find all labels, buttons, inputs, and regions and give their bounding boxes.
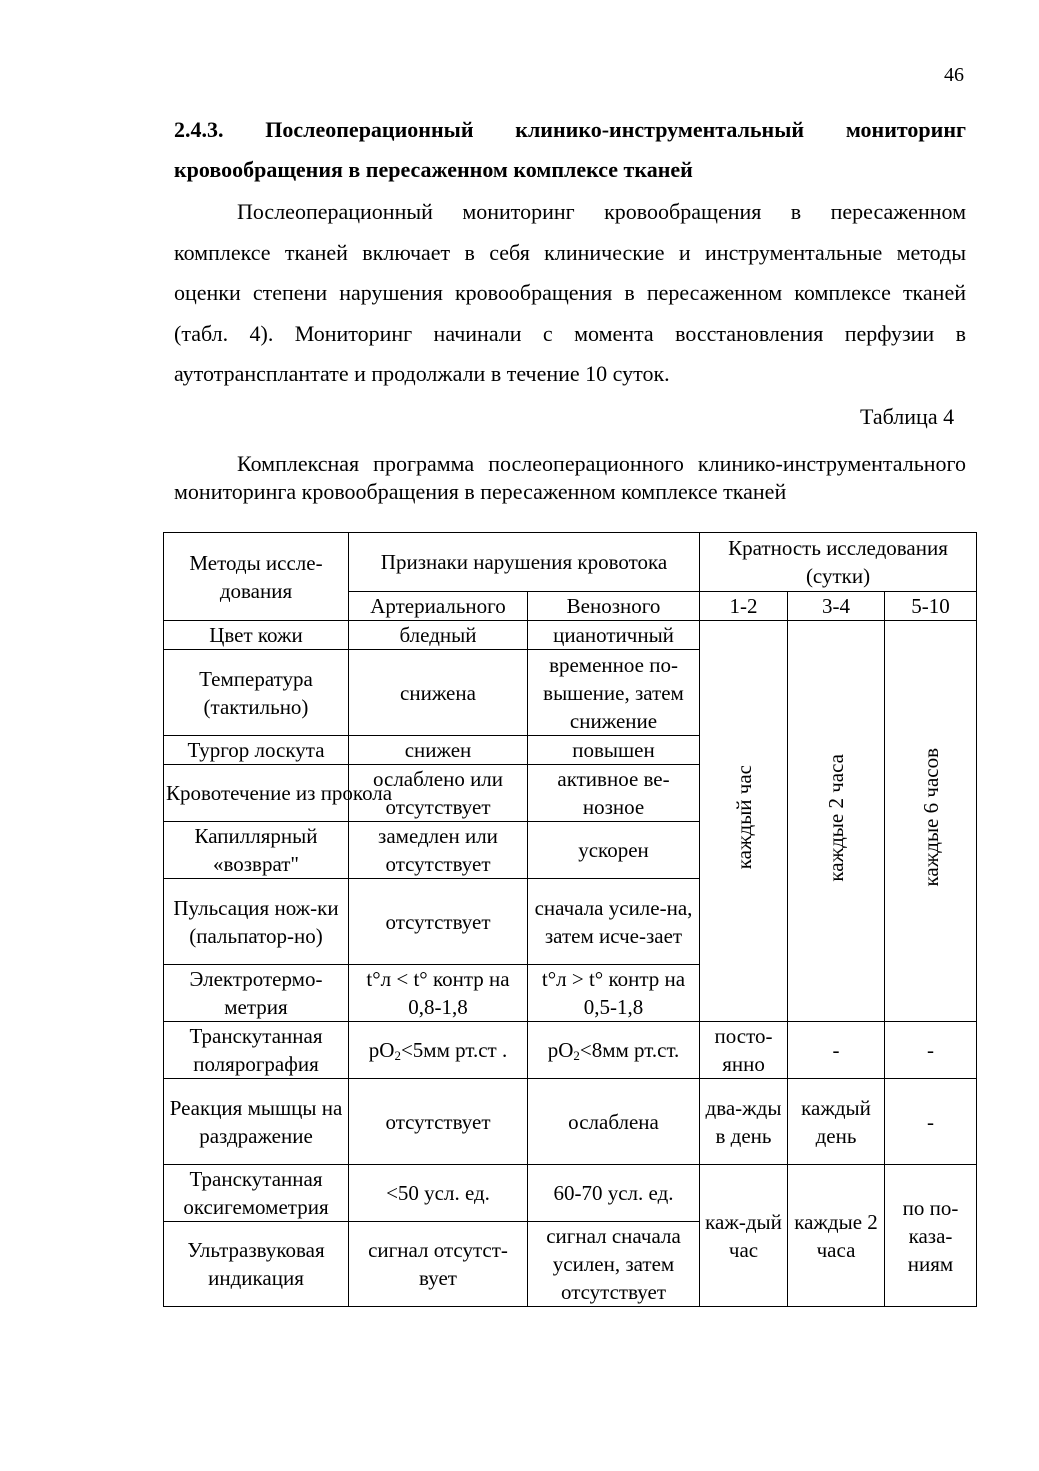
freq-days-3-4: - [788,1022,885,1079]
venous-cell: повышен [528,736,700,765]
freq-days-3-4 [788,621,885,1022]
header-venous: Венозного [528,592,700,621]
method-cell: Реакция мышцы на раздражение [164,1079,349,1165]
header-days-3-4: 3-4 [788,592,885,621]
venous-cell: сначала усиле-на, затем исче-зает [528,879,700,965]
arterial-cell: отсутствует [349,879,528,965]
arterial-cell: бледный [349,621,528,650]
po2-label: pO [547,1038,574,1062]
venous-threshold: <8мм рт.ст. [579,1038,680,1062]
freq-days-5-10-text: каждые 6 часов [918,748,943,887]
po2-subscript: 2 [394,1048,401,1063]
arterial-cell: <50 усл. ед. [349,1165,528,1222]
arterial-cell: сигнал отсутст-вует [349,1222,528,1307]
venous-cell: активное ве-нозное [528,765,700,822]
venous-cell: временное по-вышение, затем снижение [528,650,700,736]
header-frequency: Кратность исследования (сутки) [700,533,977,592]
arterial-cell: снижен [349,736,528,765]
header-arterial: Артериального [349,592,528,621]
po2-label: pO [368,1038,395,1062]
freq-days-3-4: каждый день [788,1079,885,1165]
venous-cell: 60-70 усл. ед. [528,1165,700,1222]
table-row-oximetry [164,1165,977,1222]
method-cell: Температура (тактильно) [164,650,349,736]
freq-days-1-2: два-жды в день [700,1079,788,1165]
venous-cell: ускорен [528,822,700,879]
freq-days-1-2: каж-дый час [700,1165,788,1307]
table-number: Таблица 4 [860,404,955,429]
monitoring-table [163,532,977,1307]
method-cell: Капиллярный «возврат" [164,822,349,879]
arterial-cell: отсутствует [349,1079,528,1165]
method-cell: Кровотечение из прокола [164,765,349,822]
freq-days-1-2: посто-янно [700,1022,788,1079]
heading-line-1: 2.4.3. Послеоперационный клинико-инструментальный мониторинг [174,117,966,142]
venous-cell: t°л > t° контр на 0,5-1,8 [528,965,700,1022]
table-row [164,621,977,650]
method-cell: Электротермо-метрия [164,965,349,1022]
arterial-cell: снижена [349,650,528,736]
venous-cell [528,1022,700,1079]
method-cell: Транскутанная полярография [164,1022,349,1079]
po2-subscript: 2 [573,1048,580,1063]
venous-cell: ослаблена [528,1079,700,1165]
freq-days-1-2 [700,621,788,1022]
page-number: 46 [944,64,964,86]
heading-line-2: кровообращения в пересаженном комплексе тканей [174,157,693,182]
freq-days-5-10: - [885,1022,977,1079]
venous-cell: сигнал сначала усилен, затем отсутствует [528,1222,700,1307]
header-methods: Методы иссле-дования [164,533,349,621]
section-heading [174,110,966,190]
method-cell: Тургор лоскута [164,736,349,765]
table-row-polarography [164,1022,977,1079]
method-cell: Цвет кожи [164,621,349,650]
arterial-cell: t°л < t° контр на 0,8-1,8 [349,965,528,1022]
freq-days-1-2-text: каждый час [731,765,756,870]
freq-days-5-10: по по-каза-ниям [885,1165,977,1307]
freq-days-3-4: каждые 2 часа [788,1165,885,1307]
header-days-1-2: 1-2 [700,592,788,621]
header-days-5-10: 5-10 [885,592,977,621]
arterial-cell: замедлен или отсутствует [349,822,528,879]
method-cell: Пульсация нож-ки (пальпатор-но) [164,879,349,965]
method-cell: Транскутанная оксигемометрия [164,1165,349,1222]
arterial-cell: ослаблено или отсутствует [349,765,528,822]
freq-days-5-10 [885,621,977,1022]
header-signs: Признаки нарушения кровотока [349,533,700,592]
arterial-threshold: <5мм рт.ст . [400,1038,508,1062]
body-paragraph: Послеоперационный мониторинг кровообращения в пересаженном комплексе тканей включает в себя клинические и инструментальные методы оценки степени нарушения кровообращения в пересаженном комплексе тканей (табл. 4). Мониторинг начинали с момента восстановления перфузии в аутотрансплантате и продолжали в течение 10 суток. [174,199,966,386]
method-cell: Ультразвуковая индикация [164,1222,349,1307]
arterial-cell [349,1022,528,1079]
table-row-muscle [164,1079,977,1165]
venous-cell: цианотичный [528,621,700,650]
freq-days-5-10: - [885,1079,977,1165]
freq-days-3-4-text: каждые 2 часа [824,753,849,882]
table-caption: Комплексная программа послеоперационного клинико-инструментального мониторинга кровообращения в пересаженном комплексе тканей [174,451,966,504]
